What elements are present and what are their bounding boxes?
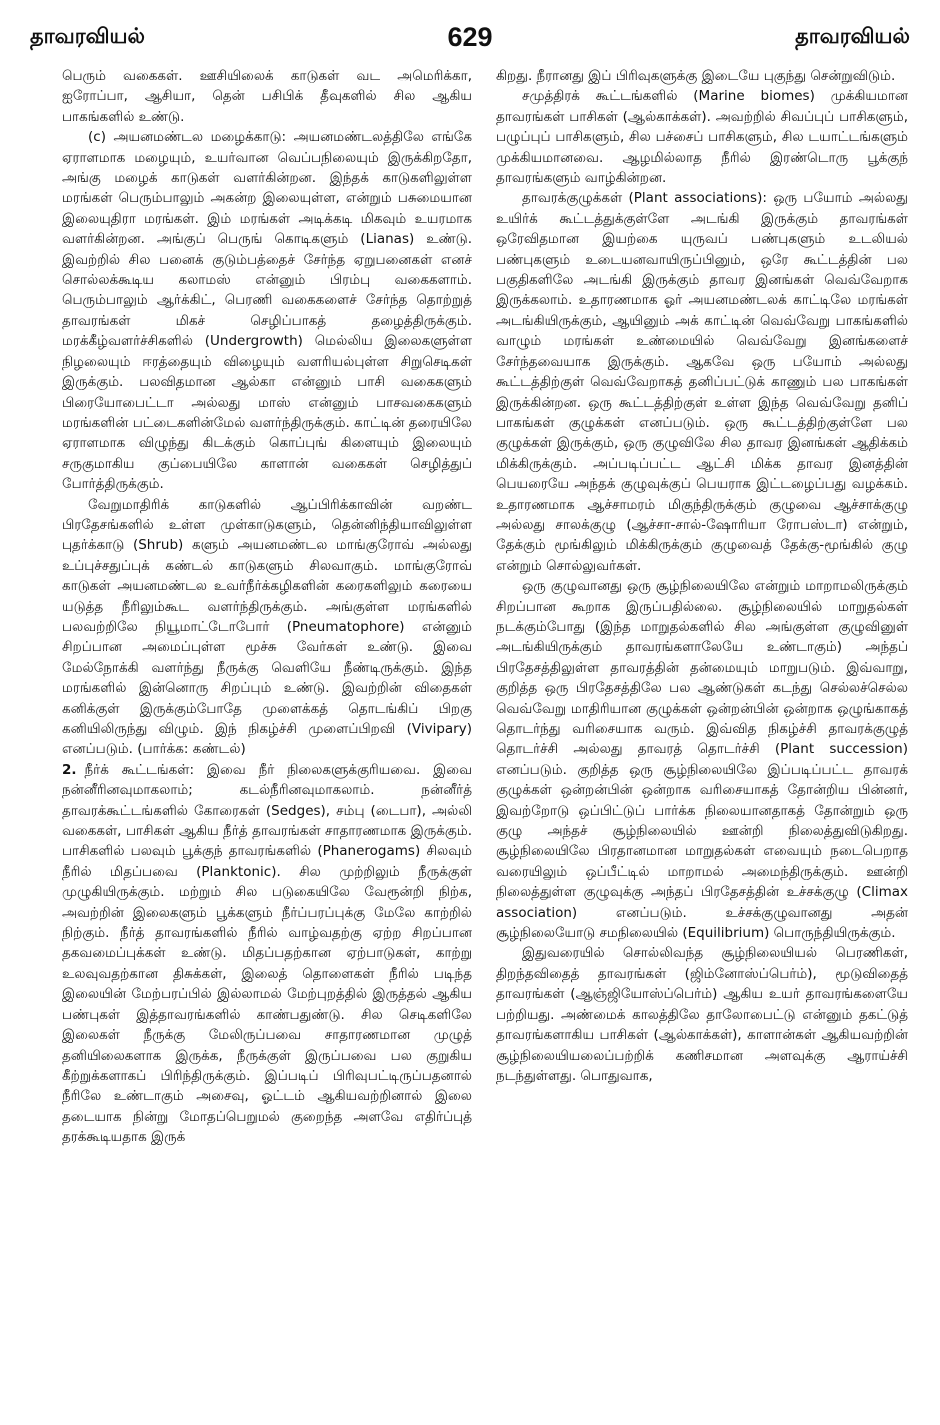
paragraph-text: இதுவரையில் சொல்லிவந்த சூழ்நிலையியல் பெரணிகள், திறந்தவிதைத் தாவரங்கள் (ஜிம்னோஸ்ப்பெர்ம்), மூடுவிதைத் தாவரங்கள் (ஆஞ்ஜியோஸ்ப்பெர்ம்) ஆகிய உயர் தாவரங்களையே பற்றியது. அண்மைக் காலத்திலே தாலோபைட்டு என்னும் தகட்டுத் தாவரங்களாகிய பாசிகள் (ஆல்காக்கள்), காளான்கள் ஆகியவற்றின் சூழ்நிலையியலைப்பற்றிக் கணிசமான அளவுக்கு ஆராய்ச்சி நடந்துள்ளது. பொதுவாக, <box>496 945 908 1084</box>
paragraph-text: வேறுமாதிரிக் காடுகளில் ஆப்பிரிக்காவின் வறண்ட பிரதேசங்களில் உள்ள முள்காடுகளும், தென்னிந்தியாவிலுள்ள புதர்க்காடு (Shrub) களும் அயனமண்டல மாங்குரோவ் அல்லது உப்புச்சதுப்புக் கண்டல் காடுகளும் சிலவாகும். மாங்குரோவ் காடுகள் அயனமண்டல உவர்நீர்க்கழிகளின் கரைகளிலும் கரையை யடுத்த நீரிலும்கூட வளர்ந்திருக்கும். அங்குள்ள மரங்களில் பலவற்றிலே நியூமாட்டோபோர் (Pneumatophore) என்னும் சிறப்பான அமைப்புள்ள மூச்சு வேர்கள் உண்டு. இவை மேல்நோக்கி வளர்ந்து நீருக்கு வெளியே நீண்டிருக்கும். இந்த மரங்களில் இன்னொரு சிறப்பும் உண்டு. இவற்றின் விதைகள் கனிக்குள் இருக்கும்போதே முளைக்கத் தொடங்கிப் பிறகு கனியிலிருந்து விழும். இந் நிகழ்ச்சி முளைப்பிறவி (Vivipary) எனப்படும். (பார்க்க: கண்டல்) <box>62 496 472 758</box>
paragraph-text: தாவரக்குழுக்கள் (Plant associations): ஒரு பயோம் அல்லது உயிர்க் கூட்டத்துக்குள்ளே அடங்கி இருக்கும் தாவரங்கள் ஒரேவிதமான இயற்கை யுருவப் பண்புகளும் உடலியல் பண்புகளும் உடையனவாயிருப்பினும், ஒரே கூட்டத்தின் பல பகுதிகளிலே அடங்கி இருக்கும் தாவர இனங்கள் வெவ்வேறாக இருக்கலாம். உதாரணமாக ஓர் அயனமண்டலக் காட்டிலே மரங்கள் அடங்கியிருக்கும், ஆயினும் அக் காட்டின் வெவ்வேறு பாகங்களில் வாழும் மரங்கள் உண்மையில் வெவ்வேறு இனங்களைச் சேர்ந்தவையாக இருக்கும். ஆகவே ஒரு பயோம் அல்லது கூட்டத்திற்குள் வெவ்வேறாகத் தனிப்பட்டுக் காணும் பல பாகங்கள் இருக்கின்றன. ஒரு கூட்டத்திற்குள் உள்ள இந்த வெவ்வேறு தனிப் பாகங்கள் குழுக்கள் எனப்படும். ஒரு கூட்டத்திற்குள்ளே பல குழுக்கள் இருக்கும், ஒரு குழுவிலே சில தாவர இனங்கள் ஆதிக்கம் மிக்கிருக்கும். அப்படிப்பட்ட ஆட்சி மிக்க தாவர இனத்தின் பெயரையே அந்தக் குழுவுக்குப் பெயராக இட்டழைப்பது வழக்கம். உதாரணமாக ஆச்சாமரம் மிகுந்திருக்கும் குழுவை ஆச்சாக்குழு அல்லது சாலக்குழு (ஆச்சா-சால்-ஷோரியா ரோபஸ்டா) என்றும், தேக்கும் மூங்கிலும் மிக்கிருக்கும் குழுவைத் தேக்கு-மூங்கில் குழு என்றும் சொல்லுவர்கள். <box>496 190 908 574</box>
paragraph-text: (c) அயனமண்டல மழைக்காடு: அயனமண்டலத்திலே எங்கே ஏராளமாக மழையும், உயர்வான வெப்பநிலையும் இருக்கிறதோ, அங்கு மழைக் காடுகள் வளர்கின்றன. இந்தக் காடுகளிலுள்ள மரங்கள் பெரும்பாலும் அகன்ற இலையுள்ள, என்றும் பசுமையான இலையுதிரா மரங்கள். இம் மரங்கள் அடிக்கடி மிகவும் உயரமாக வளர்கின்றன. அங்குப் பெருங் கொடிகளும் (Lianas) உண்டு. இவற்றில் சில பனைக் குடும்பத்தைச் சேர்ந்த ஏறுபனைகள் எனச் சொல்லக்கூடிய கலாமஸ் என்னும் பிரம்பு வகைகளாம். பெரும்பாலும் ஆர்க்கிட், பெரணி வகைகளைச் சேர்ந்த தொற்றுத் தாவரங்கள் மிகச் செழிப்பாகத் தழைத்திருக்கும். மரக்கீழ்வளர்ச்சிகளில் (Undergrowth) மெல்லிய இலைகளுள்ள நிழலையும் ஈரத்தையும் விழையும் வளரியல்புள்ள சிறுசெடிகள் இருக்கும். பலவிதமான ஆல்கா என்னும் பாசி வகைகளும் பிரையோபைட்டா அல்லது மாஸ் என்னும் பாசவகைகளும் மரங்களின் பட்டைகளின்மேல் வளர்ந்திருக்கும். காட்டின் தரையிலே ஏராளமாக விழுந்து கிடக்கும் கொப்புங் கிளையும் இலையும் சருகுமாகிய குப்பையிலே காளான் வகைகள் செழித்துப் போர்த்திருக்கும். <box>62 129 472 493</box>
paragraph-text: ஒரு குழுவானது ஒரு சூழ்நிலையிலே என்றும் மாறாமலிருக்கும் சிறப்பான கூறாக இருப்பதில்லை. சூழ்நிலையில் மாறுதல்கள் நடக்கும்போது (இந்த மாறுதல்களில் சில அங்குள்ள குழுவினுள் அடங்கியிருக்கும் தாவரங்களாலேயே உண்டாகும்) அந்தப் பிரதேசத்திலுள்ள தாவரத்தின் தன்மையும் மாறுபடும். இவ்வாறு, குறித்த ஒரு பிரதேசத்திலே பல ஆண்டுகள் கடந்து செல்லச்செல்ல வெவ்வேறு மாதிரியான குழுக்கள் ஒன்றன்பின் ஒன்றாக ஒழுங்காகத் தொடர்ந்து வரிசையாக வரும். இவ்வித நிகழ்ச்சி தாவரக்குழுத் தொடர்ச்சி அல்லது தாவரத் தொடர்ச்சி (Plant succession) எனப்படும். குறித்த ஒரு சூழ்நிலையிலே இப்படிப்பட்ட தாவரக் குழுக்கள் ஒன்றன்பின் ஒன்றாக வரிசையாகத் தோன்றிய பின்னர், இவற்றோடு ஒப்பிட்டுப் பார்க்க நிலையானதாகத் தோன்றும் ஒரு குழு அந்தச் சூழ்நிலையில் ஊன்றி நிலைத்துவிடுகிறது. சூழ்நிலையிலே பிரதானமான மாறுதல்கள் எவையும் நடைபெறாத வரையிலும் ஒப்பீட்டில் மாறாமல் அமைந்திருக்கும். ஊன்றி நிலைத்துள்ள குழுவுக்கு அந்தப் பிரதேசத்தின் உச்சக்குழு (Climax association) எனப்படும். உச்சக்குழுவானது அதன் சூழ்நிலையோடு சமநிலையில் (Equilibrium) பொருந்தியிருக்கும். <box>496 578 908 942</box>
paragraph-text: சமுத்திரக் கூட்டங்களில் (Marine biomes) முக்கியமான தாவரங்கள் பாசிகள் (ஆல்காக்கள்). அவற்றில் சிவப்புப் பாசிகளும், பழுப்புப் பாசிகளும், சில பச்சைப் பாசிகளும், சில டயாட்டங்களும் முக்கியமானவை. ஆழமில்லாத நீரில் இரண்டொரு பூக்குந் தாவரங்களும் வாழ்கின்றன. <box>496 88 908 187</box>
paragraph <box>62 760 472 1148</box>
paragraph <box>496 943 908 1086</box>
paragraph-text: பெரும் வகைகள். ஊசியிலைக் காடுகள் வட அமெரிக்கா, ஐரோப்பா, ஆசியா, தென் பசிபிக் தீவுகளில் சில ஆகிய பாகங்களில் உண்டு. <box>62 68 472 125</box>
paragraph <box>496 86 908 188</box>
paragraph <box>496 66 908 86</box>
paragraph-number: 2. <box>62 761 77 778</box>
page-number: 629 <box>447 22 493 52</box>
paragraph <box>496 576 908 943</box>
running-head-right: தாவரவியல் <box>795 24 910 48</box>
right-text-column <box>496 66 908 1411</box>
running-head-left: தாவரவியல் <box>30 24 145 48</box>
paragraph-text: நீர்க் கூட்டங்கள்: இவை நீர் நிலைகளுக்குரியவை. இவை நன்னீரினவுமாகலாம்; கடல்நீரினவுமாகலாம். நன்னீர்த் தாவரக்கூட்டங்களில் கோரைகள் (Sedges), சம்பு (டைபா), அல்லி வகைகள், பாசிகள் ஆகிய நீர்த் தாவரங்கள் சாதாரணமாக இருக்கும். பாசிகளில் பலவும் பூக்குந் தாவரங்களில் (Phanerogams) சிலவும் நீரில் மிதப்பவை (Planktonic). சில முற்றிலும் நீருக்குள் முழுகியிருக்கும். மற்றும் சில படுகையிலே வேரூன்றி நிற்க, அவற்றின் இலைகளும் பூக்களும் நீர்ப்பரப்புக்கு மேலே காற்றில் நிற்கும். நீர்த் தாவரங்களில் நீரில் வாழ்வதற்கு ஏற்ற சிறப்பான தகவமைப்புக்கள் உண்டு. மிதப்பதற்கான ஏற்பாடுகள், காற்று உலவுவதற்கான திசுக்கள், இலைத் தொளைகள் நீரில் படிந்த இலையின் மேற்பரப்பில் இல்லாமல் மேற்புறத்தில் இருத்தல் ஆகிய பண்புகள் இத்தாவரங்களில் காண்பதுண்டு. சில செடிகளிலே இலைகள் நீருக்கு மேலிருப்பவை சாதாரணமான முழுத் தனியிலைகளாக இருக்க, நீருக்குள் இருப்பவை பல குறுகிய கீற்றுக்களாகப் பிரிந்திருக்கும். இப்படிப் பிரிவுபட்டிருப்பதனால் நீரிலே உண்டாகும் அசைவு, ஓட்டம் ஆகியவற்றினால் இலை தடையாக நின்று மோதப்பெறுமல் குறைந்த அளவே எதிர்ப்புத் தரக்கூடியதாக இருக் <box>62 761 472 1146</box>
paragraph <box>62 495 472 760</box>
paragraph <box>62 127 472 494</box>
paragraph <box>496 188 908 576</box>
page-header <box>30 22 910 62</box>
paragraph-text: கிறது. நீரானது இப் பிரிவுகளுக்கு இடையே புகுந்து சென்றுவிடும். <box>496 68 896 84</box>
left-text-column <box>62 66 472 1411</box>
paragraph <box>62 66 472 127</box>
